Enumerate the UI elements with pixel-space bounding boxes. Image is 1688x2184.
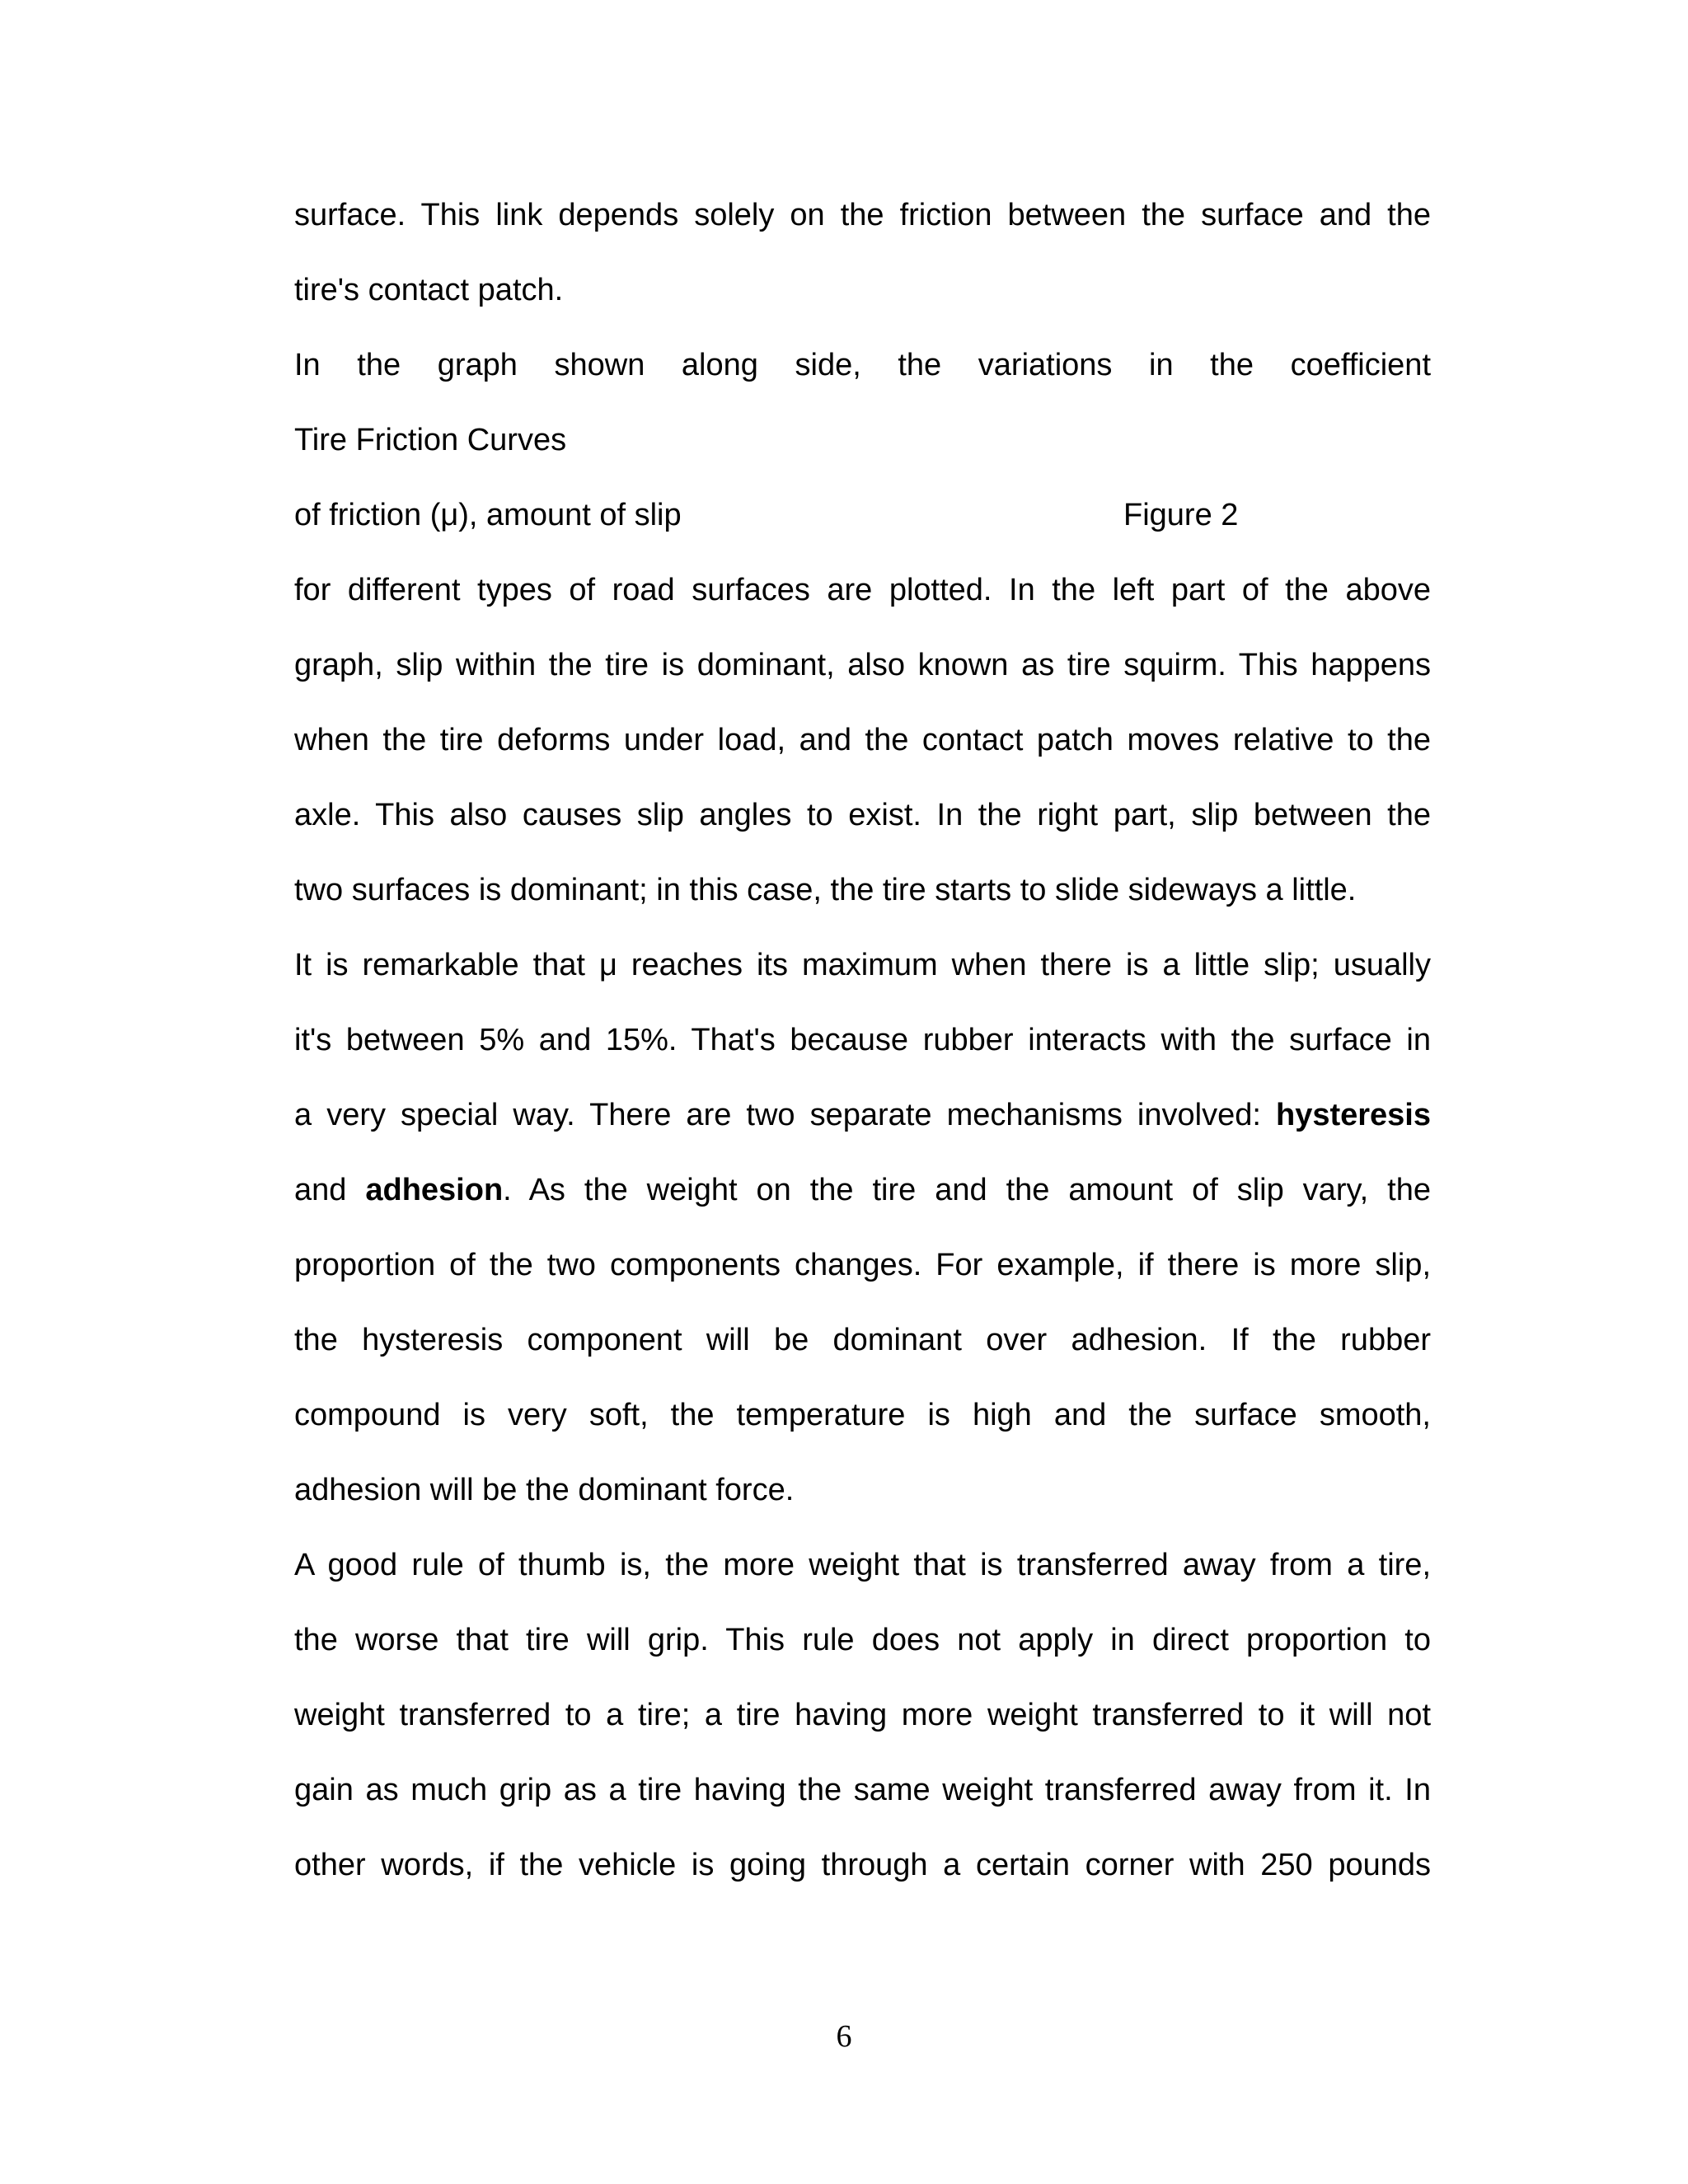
text-line: weight transferred to a tire; a tire having more weight transferred to it will not xyxy=(294,1698,1431,1732)
text-line: surface. This link depends solely on the friction between the surface and the xyxy=(294,198,1431,232)
text-line xyxy=(294,1171,1431,1209)
page-number: 6 xyxy=(836,2019,852,2054)
text-line: adhesion will be the dominant force. xyxy=(294,1473,795,1507)
text-line: of friction (μ), amount of slip xyxy=(294,498,682,532)
text-line: compound is very soft, the temperature is high and the surface smooth, xyxy=(294,1398,1431,1432)
figure-label: Figure 2 xyxy=(1123,498,1239,532)
text-line: two surfaces is dominant; in this case, the tire starts to slide sideways a little. xyxy=(294,873,1357,907)
figure-caption-title: Tire Friction Curves xyxy=(294,423,567,457)
text-line: In the graph shown along side, the variations in the coefficient xyxy=(294,348,1431,382)
bold-term-hysteresis: hysteresis xyxy=(1275,1098,1431,1132)
text-line: the hysteresis component will be dominant over adhesion. If the rubber xyxy=(294,1323,1431,1357)
bold-term-adhesion: adhesion xyxy=(365,1173,504,1207)
text-segment: and xyxy=(294,1173,366,1207)
text-line: axle. This also causes slip angles to exist. In the right part, slip between the xyxy=(294,798,1431,832)
text-line: A good rule of thumb is, the more weight that is transferred away from a tire, xyxy=(294,1548,1431,1582)
text-line: tire's contact patch. xyxy=(294,273,564,307)
text-line: when the tire deforms under load, and the contact patch moves relative to the xyxy=(294,723,1431,757)
text-line: the worse that tire will grip. This rule does not apply in direct proportion to xyxy=(294,1623,1431,1657)
text-line: It is remarkable that μ reaches its maximum when there is a little slip; usually xyxy=(294,948,1431,982)
text-segment: . As the weight on the tire and the amount of slip vary, the xyxy=(503,1173,1431,1207)
text-line: for different types of road surfaces are plotted. In the left part of the above xyxy=(294,573,1431,607)
text-line: it's between 5% and 15%. That's because rubber interacts with the surface in xyxy=(294,1023,1431,1057)
text-line: other words, if the vehicle is going through a certain corner with 250 pounds xyxy=(294,1848,1431,1882)
text-segment: a very special way. There are two separate mechanisms involved: xyxy=(294,1098,1276,1132)
text-line: proportion of the two components changes. For example, if there is more slip, xyxy=(294,1248,1431,1282)
text-line: gain as much grip as a tire having the same weight transferred away from it. In xyxy=(294,1773,1431,1807)
text-line xyxy=(294,1096,1431,1134)
text-line: graph, slip within the tire is dominant, also known as tire squirm. This happens xyxy=(294,648,1431,682)
